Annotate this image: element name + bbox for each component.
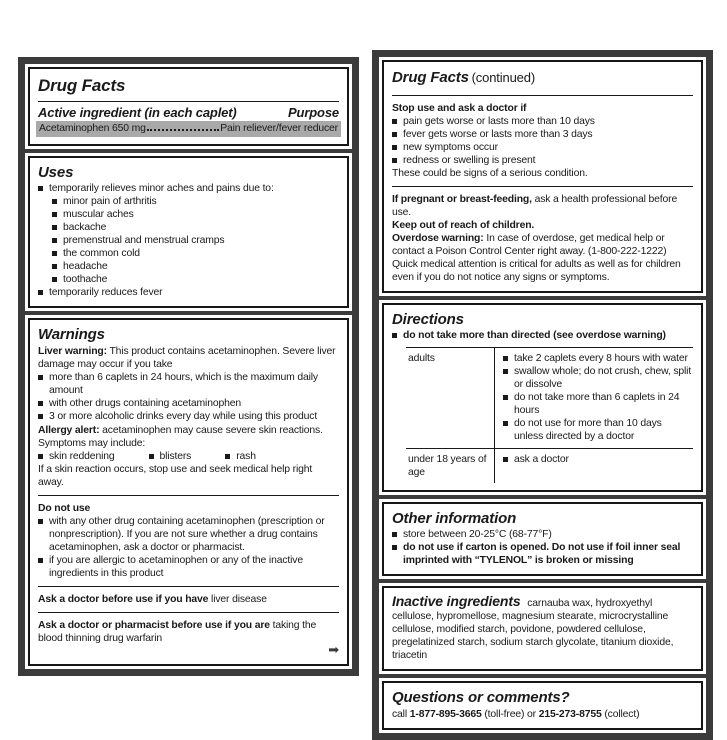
drug-facts-title-continued: Drug Facts [392, 69, 469, 86]
list-item: headache [52, 260, 339, 273]
ask-doctor-line [38, 593, 339, 606]
active-ingredient-row [36, 121, 341, 137]
ask-doctor-text: liver disease [211, 594, 267, 605]
list-item: minor pain of arthritis [52, 195, 339, 208]
list-item: backache [52, 221, 339, 234]
list-item: with any other drug containing acetaminophen (prescription or nonprescription). If you are not sure whether a drug contains acetaminophen, ask a doctor or pharmacist. [38, 515, 339, 554]
overdose-warning-label: Overdose warning: [392, 233, 484, 244]
list-item: muscular aches [52, 208, 339, 221]
continued-suffix: (continued) [471, 70, 535, 85]
directions-title: Directions [392, 311, 464, 328]
active-ingredient-header [38, 106, 339, 119]
pregnancy-bold: If pregnant or breast-feeding, [392, 194, 532, 205]
active-ingredient-label: Active ingredient (in each caplet) [38, 105, 237, 120]
divider [392, 95, 693, 96]
directions-note: do not take more than directed (see overdose warning) [392, 329, 693, 342]
dosage-group-label: under 18 years of age [408, 454, 487, 478]
liver-warning-text: This product contains acetaminophen. Severe liver damage may occur if you take [38, 346, 336, 370]
divider [38, 586, 339, 587]
list-item: swallow whole; do not crush, chew, split or dissolve [503, 365, 693, 391]
overdose-warning [392, 232, 693, 284]
do-not-use-title: Do not use [38, 503, 91, 514]
under18-dosage-list [503, 453, 693, 466]
uses-box [28, 156, 349, 308]
liver-warning-list [38, 371, 339, 423]
phone-mid-text: (toll-free) or [484, 709, 536, 720]
list-item: if you are allergic to acetaminophen or any of the inactive ingredients in this product [38, 554, 339, 580]
ask-pharmacist-line [38, 619, 339, 645]
list-item: new symptoms occur [392, 141, 693, 154]
continued-warnings-box [382, 60, 703, 293]
divider [38, 101, 339, 102]
list-item: blisters [149, 450, 192, 463]
dosage-table [406, 347, 693, 483]
continued-arrow-row [38, 643, 339, 657]
dosage-instructions [494, 348, 693, 448]
warnings-title: Warnings [38, 326, 105, 343]
list-item: pain gets worse or lasts more than 10 days [392, 115, 693, 128]
ask-pharmacist-bold: Ask a doctor or pharmacist before use if you are [38, 620, 270, 631]
liver-warning-label: Liver warning: [38, 346, 107, 357]
uses-intro: temporarily relieves minor aches and pains due to: [38, 182, 339, 195]
purpose-label: Purpose [288, 105, 339, 120]
allergy-alert [38, 424, 339, 450]
adult-dosage-list [503, 352, 693, 443]
ask-doctor-bold: Ask a doctor before use if you have [38, 594, 209, 605]
table-row [406, 448, 693, 483]
drug-facts-continued-title [392, 67, 693, 89]
list-item: take 2 caplets every 8 hours with water [503, 352, 693, 365]
allergy-alert-text: acetaminophen may cause severe skin reactions. Symptoms may include: [38, 425, 323, 449]
list-item: skin reddening [38, 450, 115, 463]
dotted-leader [147, 129, 219, 131]
list-item: premenstrual and menstrual cramps [52, 234, 339, 247]
list-item: do not use for more than 10 days unless directed by a doctor [503, 417, 693, 443]
active-ingredient-box [28, 67, 349, 146]
allergy-footer: If a skin reaction occurs, stop use and seek medical help right away. [38, 464, 313, 488]
stop-use-title: Stop use and ask a doctor if [392, 103, 527, 114]
list-item: fever gets worse or lasts more than 3 days [392, 128, 693, 141]
call-prefix: call [392, 709, 407, 720]
other-information-box [382, 502, 703, 576]
list-item: redness or swelling is present [392, 154, 693, 167]
inactive-ingredients-title: Inactive ingredients [392, 593, 521, 609]
inactive-ingredients-text: carnauba wax, hydroxyethyl cellulose, hypromellose, magnesium stearate, microcrystalline cellulose, modified starch, povidone, powdered cellulose, pregelatinized starch, sodium starch glycolate, titanium dioxide, triacetin [392, 598, 674, 661]
divider [38, 612, 339, 613]
list-item: toothache [52, 273, 339, 286]
uses-sublist [52, 195, 339, 286]
dosage-group-label: adults [408, 353, 435, 364]
do-not-use-list [38, 515, 339, 580]
phone-suffix-text: (collect) [604, 709, 640, 720]
allergy-symptom-list [38, 450, 339, 463]
phone-collect: 215-273-8755 [538, 709, 602, 720]
list-item: more than 6 caplets in 24 hours, which is the maximum daily amount [38, 371, 339, 397]
liver-warning [38, 345, 339, 371]
pregnancy-line [392, 193, 693, 219]
questions-title: Questions or comments? [392, 689, 570, 706]
table-row [406, 348, 693, 448]
ingredient-purpose: Pain reliever/fever reducer [220, 123, 338, 134]
questions-call-line [392, 708, 693, 721]
divider [38, 495, 339, 496]
stop-use-list [392, 115, 693, 167]
uses-outro: temporarily reduces fever [38, 286, 339, 299]
ingredient-name: Acetaminophen 650 mg [39, 123, 146, 134]
storage-item: store between 20-25°C (68-77°F) [392, 528, 693, 541]
phone-toll-free: 1-877-895-3665 [409, 709, 482, 720]
other-information-title: Other information [392, 510, 517, 527]
questions-box [382, 681, 703, 730]
divider [392, 186, 693, 187]
list-item: ask a doctor [503, 453, 693, 466]
continue-arrow-icon: ➡ [328, 642, 339, 657]
warnings-box [28, 318, 349, 666]
inactive-ingredients [392, 593, 693, 662]
drug-facts-title: Drug Facts [38, 76, 126, 95]
carton-seal-item: do not use if carton is opened. Do not use if foil inner seal imprinted with “TYLENOL” is broken or missing [392, 541, 693, 567]
keep-out-line: Keep out of reach of children. [392, 220, 535, 231]
drug-facts-panel-left [18, 57, 359, 676]
ask-pharmacist-text: taking the blood thinning drug warfarin [38, 620, 317, 644]
dosage-instructions [494, 449, 693, 483]
uses-title: Uses [38, 164, 74, 181]
stop-use-footer: These could be signs of a serious condition. [392, 168, 588, 179]
list-item: do not take more than 6 caplets in 24 hours [503, 391, 693, 417]
overdose-warning-text: In case of overdose, get medical help or contact a Poison Control Center right away. (1-800-222-1222) Quick medical attention is critical for adults as well as for children even if you do not notice any signs or symptoms. [392, 233, 681, 283]
drug-facts-panel-right [372, 50, 713, 740]
list-item: the common cold [52, 247, 339, 260]
directions-box [382, 303, 703, 492]
list-item: 3 or more alcoholic drinks every day while using this product [38, 410, 339, 423]
list-item: with other drugs containing acetaminophen [38, 397, 339, 410]
allergy-alert-label: Allergy alert: [38, 425, 100, 436]
list-item: rash [225, 450, 256, 463]
inactive-ingredients-box [382, 586, 703, 671]
pregnancy-text: ask a health professional before use. [392, 194, 678, 218]
